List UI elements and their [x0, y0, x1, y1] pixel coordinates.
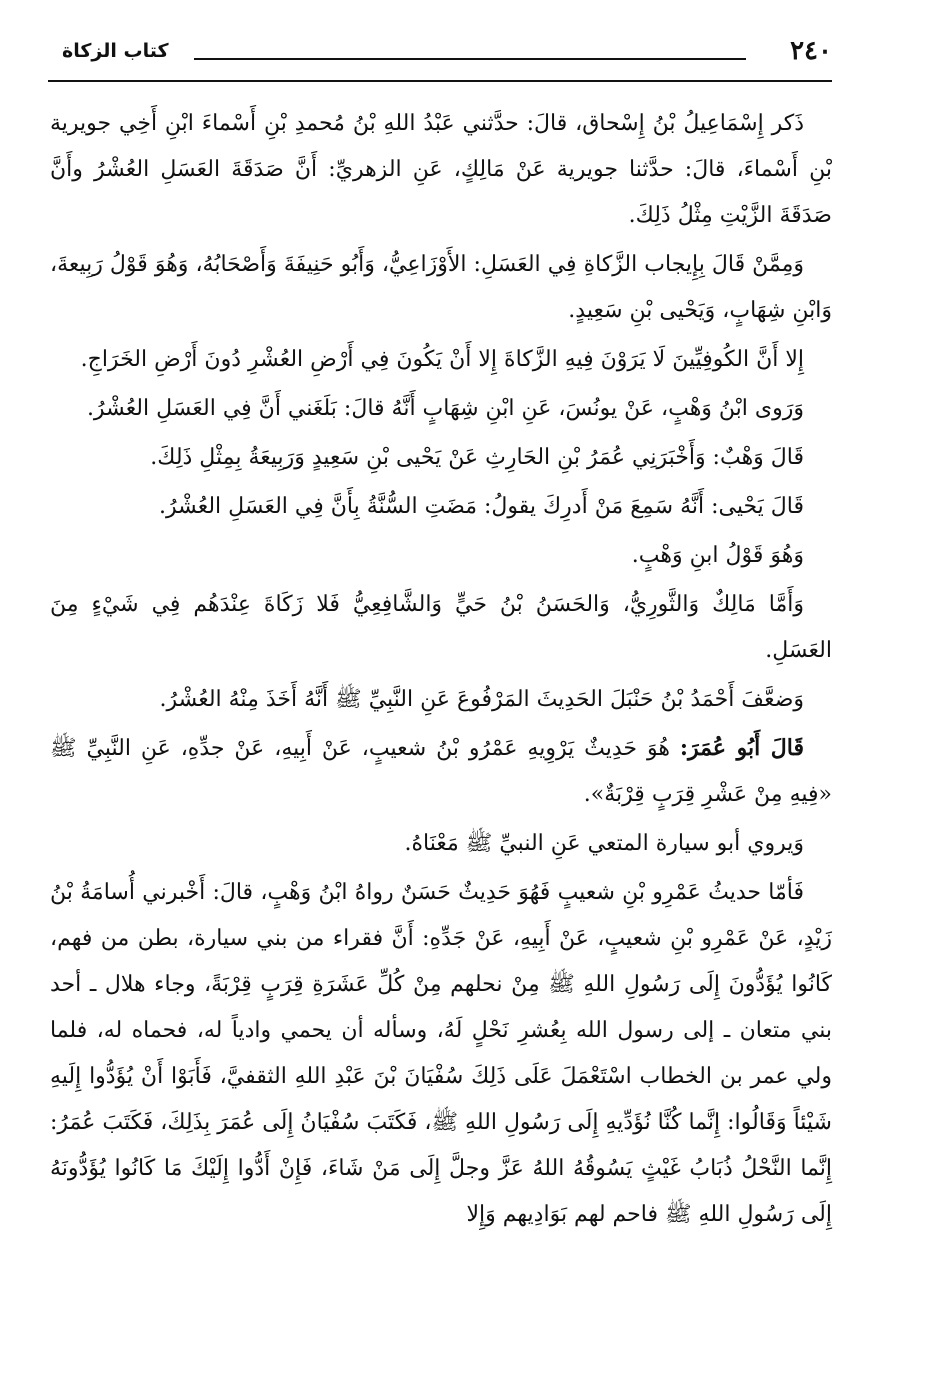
paragraph [50, 241, 832, 334]
paragraph [50, 676, 832, 723]
paragraph [50, 820, 832, 867]
header-rule [48, 80, 832, 82]
paragraph-text: فَأمّا حديثُ عَمْرِو بْنِ شعيبٍ فَهُوَ حَدِيثٌ حَسَنٌ رواهُ ابْنُ وَهْبٍ، قالَ: أَخْبرني أُسامَةُ بْنُ زَيْدٍ، عَنْ عَمْرِو بْنِ شعيبٍ، عَنْ أَبِيهِ، عَنْ جَدِّهِ: أَنَّ فقراء من بني سيارة، بطن من فهم، كَانُوا يُؤَدُّونَ إِلَى رَسُولِ اللهِ ﷺ مِنْ نحلهم مِنْ كُلِّ عَشَرَةِ قِرَبٍ قِرْبَةً، وجاء هلال ـ أحد بني متعان ـ إلى رسول الله بِعُشرِ نَحْلٍ لَهُ، وسأله أن يحمي وادياً له، فحماه له، فلما ولي عمر بن الخطاب اسْتَعْمَلَ عَلَى ذَلِكَ سُفْيَانَ بْنَ عَبْدِ اللهِ الثقفيَّ، فَأَبَوْا أَنْ يُؤَدُّوا إِلَيهِ شَيْئاً وَقَالُوا: إِنَّما كُنَّا نُؤَدِّيهِ إِلَى رَسُولِ اللهِ ﷺ، فَكَتَبَ سُفْيَانُ إِلَى عُمَرَ بِذَلِكَ، فَكَتَبَ عُمَرُ: إِنَّما النَّحْلُ ذُبَابُ غَيْثٍ يَسُوقُهُ اللهُ عَزَّ وجلَّ إِلَى مَنْ شَاءَ، فَإِنْ أَدُّوا إِلَيْكَ مَا كَانُوا يُؤَدُّونَهُ إِلَى رَسُولِ اللهِ ﷺ فاحم لهم بَوَادِيهم وَإِلا [50, 880, 832, 1227]
paragraph-lead-abu-umar: قَالَ أَبُو عُمَرَ: [679, 735, 805, 761]
book-title: كتاب الزكاة [62, 40, 169, 62]
paragraph [50, 483, 832, 530]
paragraph [50, 385, 832, 432]
paragraph [50, 869, 832, 1238]
paragraph [50, 100, 832, 239]
paragraph-text: قَالَ وَهْبٌ: وَأَخْبَرَنِي عُمَرُ بْنِ الحَارِثِ عَنْ يَحْيى بْنِ سَعِيدٍ وَرَبِيعَةُ بِمِثْلِ ذَلِكَ. [150, 445, 804, 470]
header-dash-line [194, 58, 746, 60]
paragraph-text: إِلا أَنَّ الكُوفِيِّينَ لَا يَرَوْنَ فِيهِ الزَّكاةَ إِلا أَنْ يَكُونَ فِي أَرْضِ العُشْرِ دُونَ أَرْضِ الخَرَاجِ. [80, 347, 804, 372]
paragraph-text: وَرَوى ابْنُ وَهْبٍ، عَنْ يونُسَ، عَنِ ابْنِ شِهَابٍ أَنَّهُ قالَ: بَلَغَني أَنَّ فِي العَسَلِ العُشْرُ. [86, 396, 804, 421]
paragraph-text: هُوَ حَدِيثٌ يَرْوِيهِ عَمْرُو بْنُ شعيبٍ، عَنْ أَبِيهِ، عَنْ جدِّهِ، عَنِ النَّبِيِّ ﷺ «فِيهِ مِنْ عَشْرِ قِرَبٍ قِرْبَةٌ». [50, 736, 832, 807]
paragraph-text: وَهُوَ قَوْلُ ابنِ وَهْبٍ. [631, 543, 804, 568]
paragraph [50, 725, 832, 818]
page-header [62, 34, 832, 74]
paragraph [50, 434, 832, 481]
paragraph-text: وَيروي أبو سيارة المتعي عَنِ النبيِّ ﷺ مَعْنَاهُ. [404, 831, 804, 856]
paragraph [50, 581, 832, 674]
paragraph-text: وَأَمَّا مَالِكٌ وَالثَّورِيُّ، وَالحَسَنُ بْنُ حَيٍّ وَالشَّافِعِيُّ فَلا زَكَاةَ عِنْدَهُم فِي شَيْءٍ مِنَ العَسَلِ. [50, 592, 832, 663]
paragraph-text: وَضعَّفَ أَحْمَدُ بْنُ حَنْبَلَ الحَدِيثَ المَرْفُوعَ عَنِ النَّبِيِّ ﷺ أَنَّهُ أَخَذَ مِنْهُ العُشْرُ. [159, 687, 804, 712]
paragraph [50, 532, 832, 579]
paragraph-text: ذَكر إِسْمَاعِيلُ بْنُ إِسْحاق، قالَ: حدَّثني عَبْدُ اللهِ بْنُ مُحمدِ بْنِ أَسْماءَ ابْنِ أَخِي جويرية بْنِ أَسْماءَ، قالَ: حدَّثنا جويرية عَنْ مَالِكٍ، عَنِ الزهريِّ: أَنَّ صَدَقَةَ العَسَلِ العُشْرُ وأَنَّ صَدَقَةَ الزَّيْتِ مِثْلُ ذَلِكَ. [50, 111, 832, 228]
page-body [50, 100, 832, 1240]
paragraph [50, 336, 832, 383]
paragraph-text: قَالَ يَحْيى: أَنَّهُ سَمِعَ مَنْ أَدرِكَ يقولُ: مَضَتِ السُّنَّةُ بِأَنَّ فِي العَسَلِ العُشْرُ. [158, 494, 804, 519]
paragraph-text: وَمِمَّنْ قَالَ بِإِيجاب الزَّكاةِ فِي العَسَلِ: الأَوْزَاعِيُّ، وَأَبُو حَنِيفَةَ وَأَصْحَابُهُ، وَهُوَ قَوْلُ رَبِيعةَ، وَابْنِ شِهَابٍ، وَيَحْيى بْنِ سَعِيدٍ. [50, 252, 832, 323]
page-number: ٢٤٠ [790, 36, 832, 66]
